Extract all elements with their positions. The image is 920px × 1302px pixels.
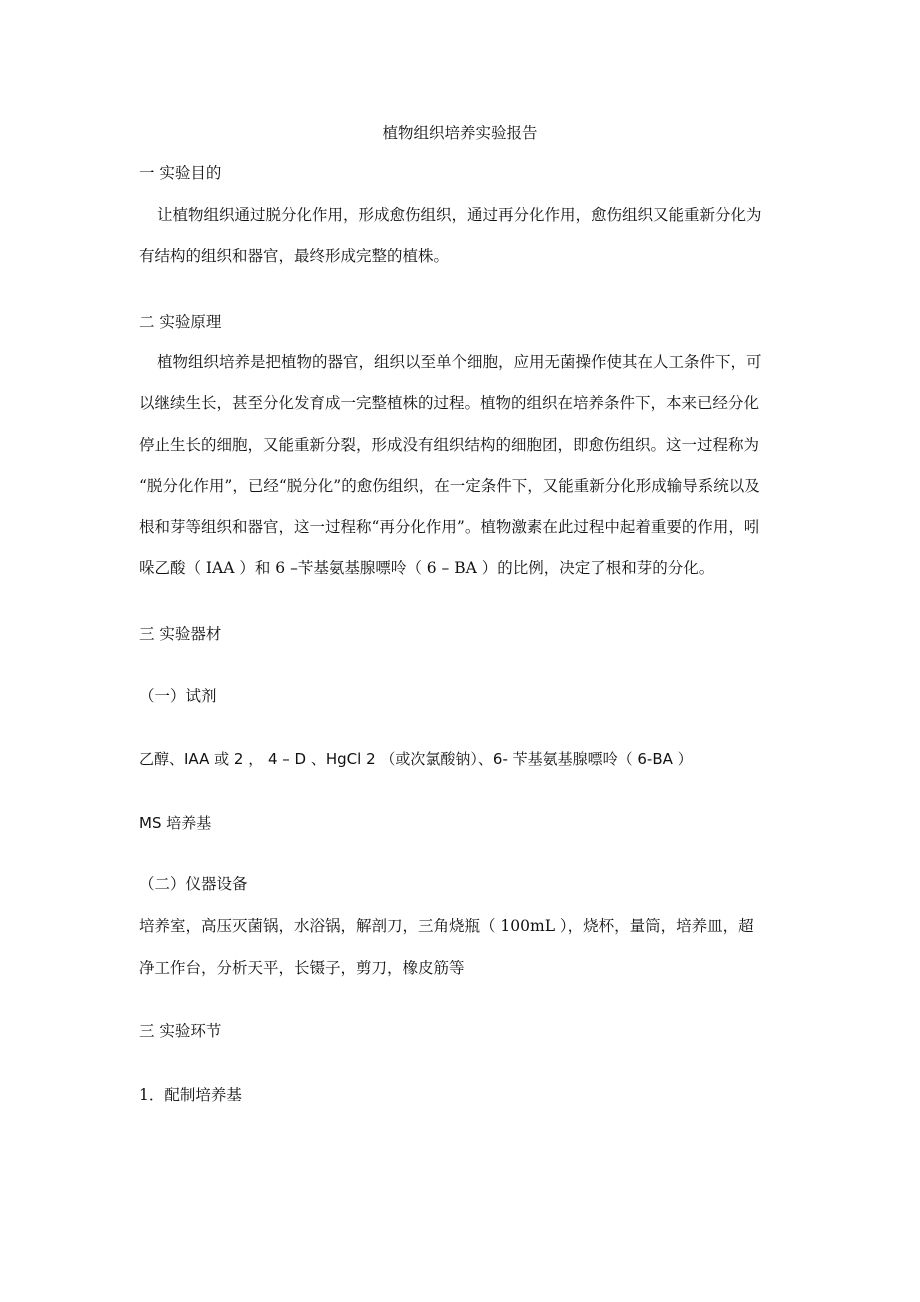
equipment-line: 培养室，高压灭菌锅，水浴锅，解剖刀，三角烧瓶（ 100mL ），烧杯，量筒，培养皿，超 <box>139 917 754 935</box>
paragraph-line: 让植物组织通过脱分化作用，形成愈伤组织，通过再分化作用，愈伤组织又能重新分化为 <box>157 206 762 224</box>
section-heading-principle: 二 实验原理 <box>139 313 222 331</box>
medium-line: MS 培养基 <box>139 814 212 832</box>
step-heading: 1．配制培养基 <box>139 1086 242 1104</box>
paragraph-line: 以继续生长，甚至分化发育成一完整植株的过程。植物的组织在培养条件下，本来已经分化 <box>139 394 760 412</box>
equipment-line: 净工作台，分析天平，长镊子，剪刀，橡皮筋等 <box>139 959 465 977</box>
section-heading-procedure: 三 实验环节 <box>139 1022 222 1040</box>
paragraph-line: 植物组织培养是把植物的器官，组织以至单个细胞，应用无菌操作使其在人工条件下，可 <box>157 353 762 371</box>
subsection-heading-equipment: （二）仪器设备 <box>139 875 248 893</box>
paragraph-line: 哚乙酸（ IAA ）和 6 –苄基氨基腺嘌呤（ 6 – BA ）的比例，决定了根和芽的分化。 <box>139 559 715 577</box>
paragraph-line: 根和芽等组织和器官，这一过程称“再分化作用”。植物激素在此过程中起着重要的作用，吲 <box>139 518 760 536</box>
document-title: 植物组织培养实验报告 <box>382 124 538 142</box>
section-heading-purpose: 一 实验目的 <box>139 164 222 182</box>
paragraph-line: 有结构的组织和器官，最终形成完整的植株。 <box>139 247 450 265</box>
subsection-heading-reagents: （一）试剂 <box>139 687 217 705</box>
section-heading-materials: 三 实验器材 <box>139 625 222 643</box>
paragraph-line: “脱分化作用”，已经“脱分化”的愈伤组织，在一定条件下，又能重新分化形成输导系统以及 <box>139 477 760 495</box>
paragraph-line: 停止生长的细胞，又能重新分裂，形成没有组织结构的细胞团，即愈伤组织。这一过程称为 <box>139 436 760 454</box>
reagents-line: 乙醇、IAA 或 2 ， 4 – D 、HgCl 2 （或次氯酸钠）、6- 苄基氨基腺嘌呤（ 6-BA ） <box>139 750 693 768</box>
